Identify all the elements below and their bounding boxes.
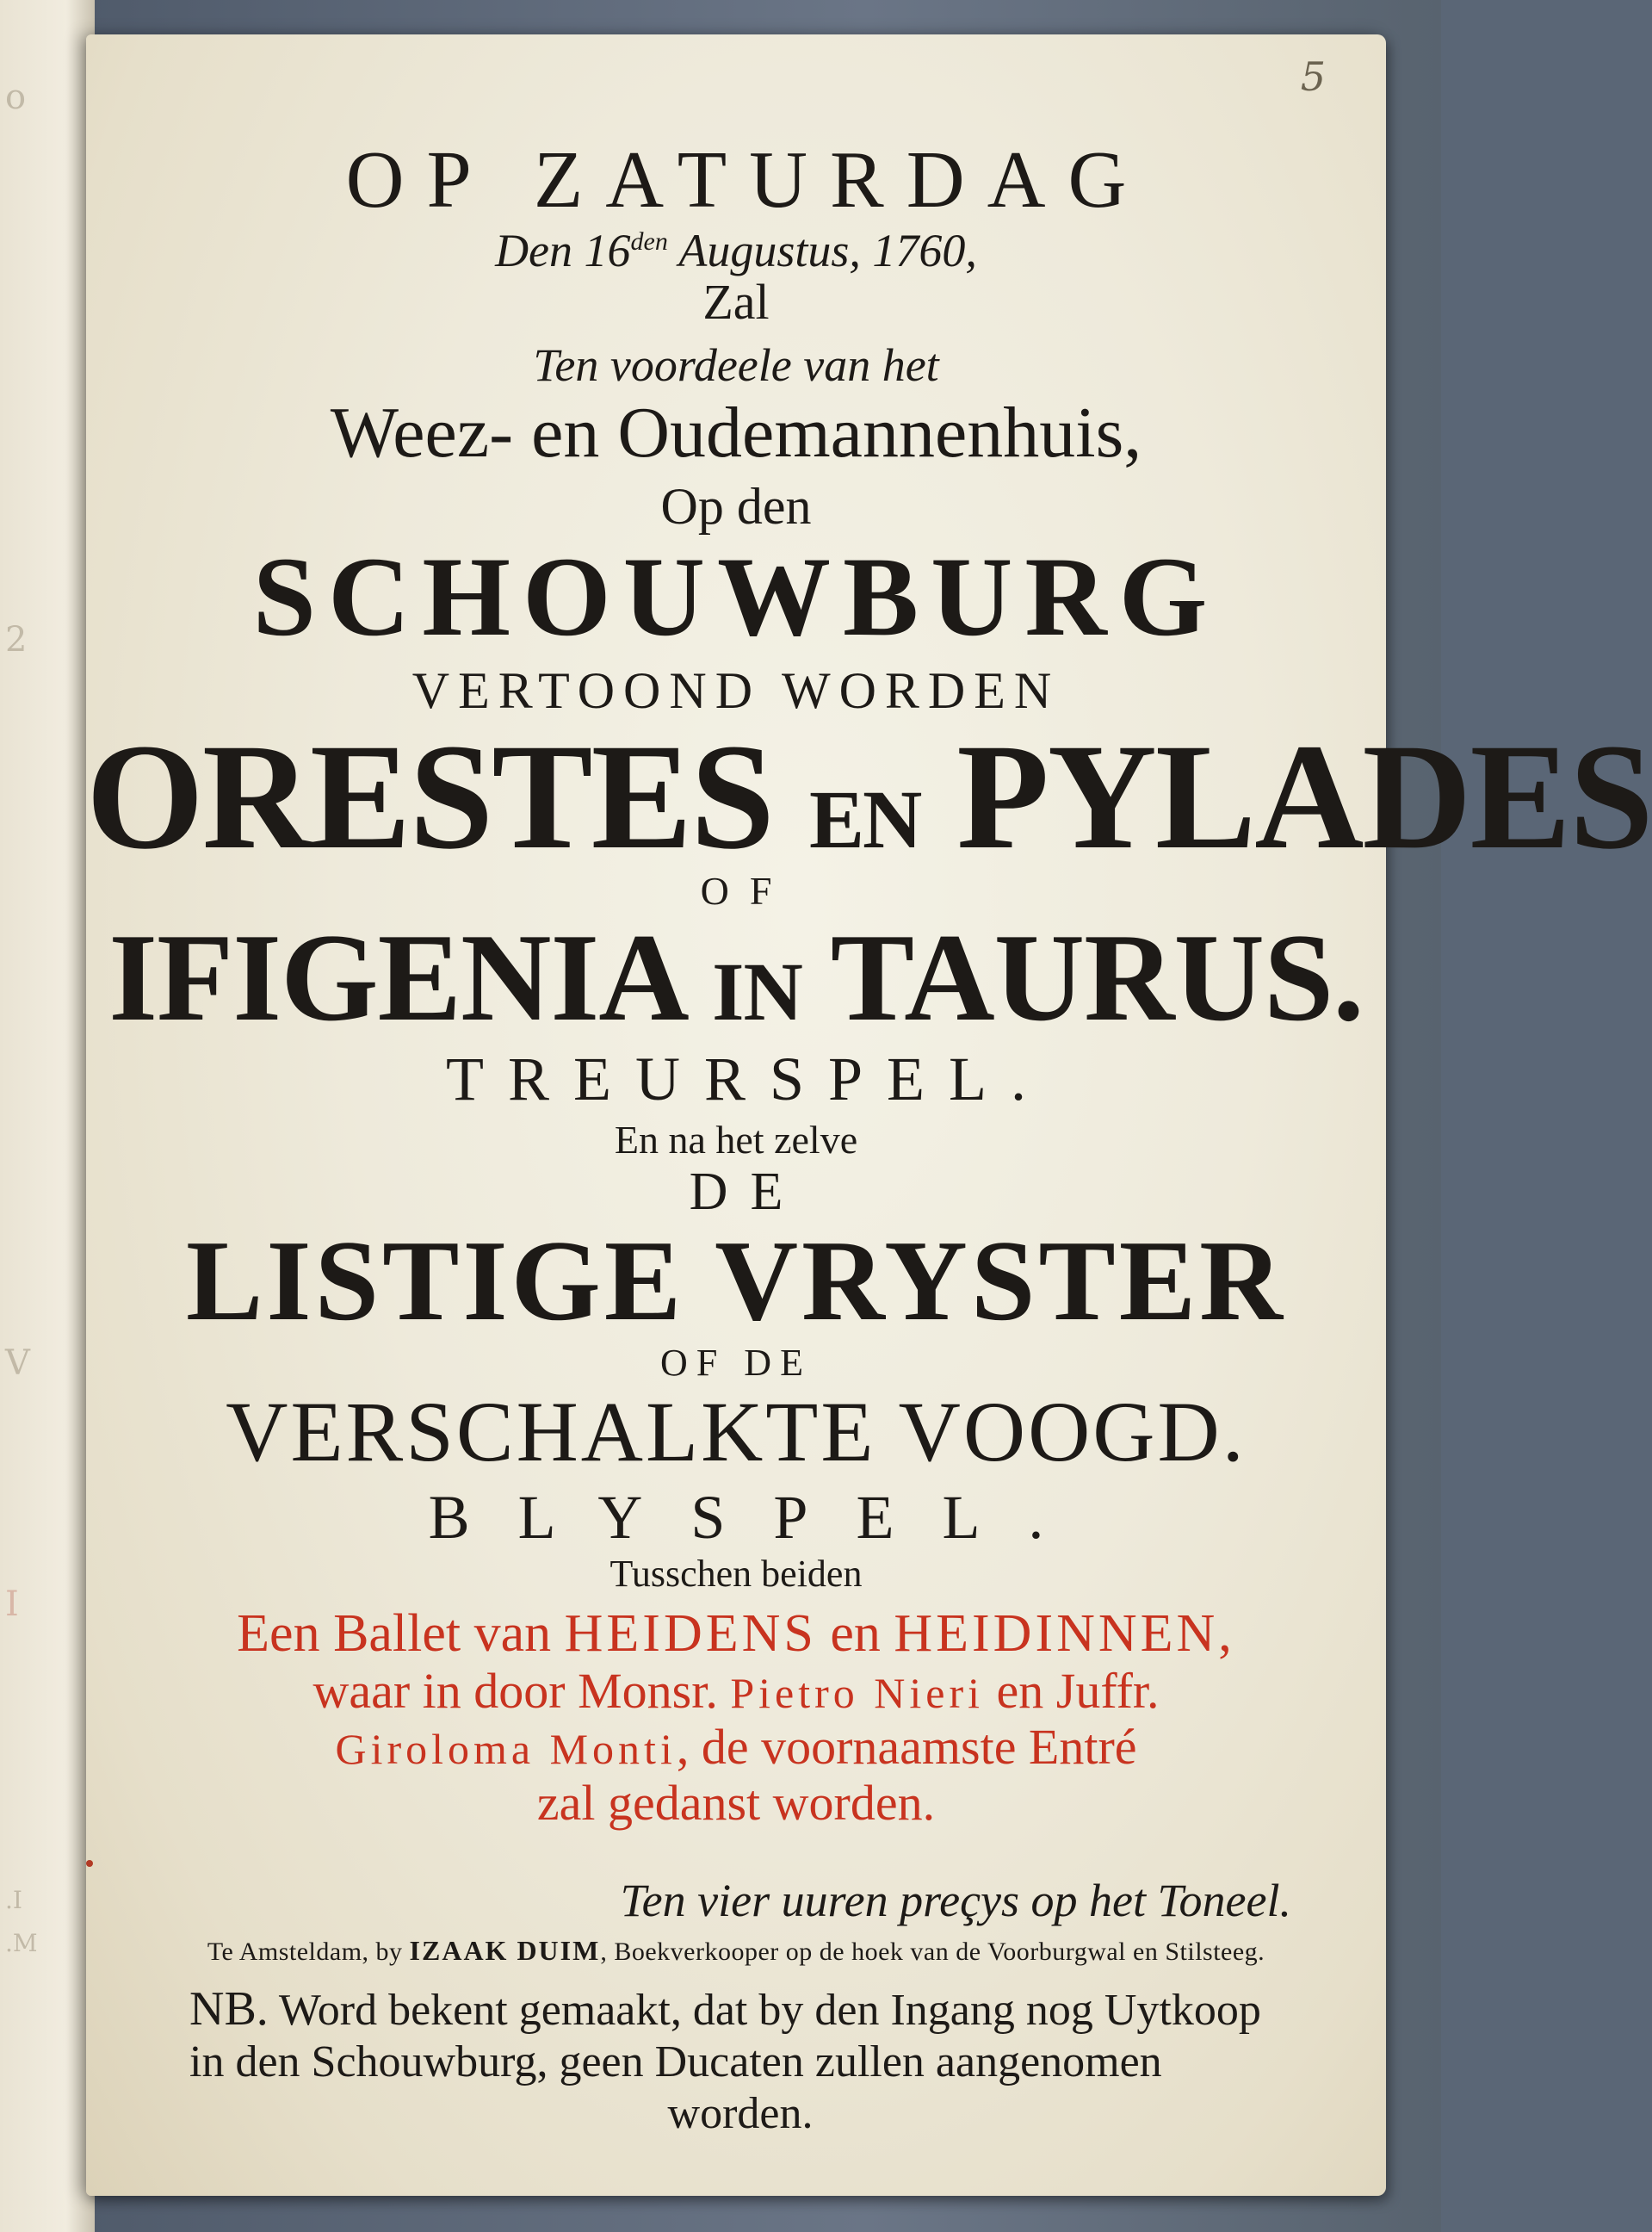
printer-name: IZAAK DUIM — [409, 1935, 601, 1967]
venue-title: SCHOUWBURG — [252, 533, 1220, 660]
date-line — [86, 226, 1386, 276]
playbill-sheet — [86, 34, 1652, 2196]
date-rest: Augustus, 1760, — [678, 224, 977, 276]
ballet-line-1 — [86, 1603, 1386, 1663]
ballet-entre: , de voornaamste Entré — [676, 1718, 1137, 1775]
nb-end: worden. — [667, 2089, 814, 2138]
ghost-glyph: o — [5, 78, 27, 117]
printer-address: , Boekverkooper op de hoek van de Voorburgwal en Stilsteeg. — [600, 1938, 1265, 1967]
performed-line: VERTOOND WORDEN — [411, 661, 1061, 719]
ghost-glyph: .I — [5, 1886, 22, 1914]
play2-alt-title: VERSCHALKTE VOOGD. — [226, 1383, 1247, 1479]
play1-title — [86, 712, 1652, 881]
playbill-text — [86, 135, 1652, 2140]
after-line: En na het zelve — [614, 1117, 858, 1162]
ballet-heidinnen: HEIDINNEN, — [894, 1603, 1235, 1663]
dancer-giroloma-monti: Giroloma Monti — [335, 1724, 677, 1773]
ballet-en: en — [830, 1603, 881, 1663]
on-the-line: Op den — [660, 478, 812, 536]
ghost-glyph: V — [5, 1343, 30, 1383]
benefit-intro: Ten voordeele van het — [533, 339, 939, 392]
printer-location: Te Amsteldam, by — [207, 1938, 403, 1967]
ballet-juffr: en Juffr. — [996, 1662, 1160, 1719]
underlying-page-edge — [0, 0, 95, 2232]
play1-alt-title-conj: IN — [712, 945, 802, 1038]
nb-notice — [86, 1981, 1386, 2140]
play1-alt-title-a: IFIGENIA — [108, 907, 682, 1047]
play1-title-b: PYLADES — [956, 712, 1652, 881]
ballet-waar: waar in door Monsr. — [312, 1662, 718, 1719]
play1-title-a: ORESTES — [86, 712, 773, 881]
or-line-1: OF — [700, 868, 793, 913]
ghost-glyph: 2 — [5, 620, 28, 660]
zal-line: Zal — [702, 274, 770, 331]
ballet-text: Een Ballet van — [237, 1603, 552, 1663]
nb-text: Word bekent gemaakt, dat by den Ingang nog Uytkoop in den Schouwburg, geen Ducaten zullen aangenomen — [189, 1985, 1261, 2087]
play1-title-conj: EN — [808, 772, 921, 865]
genre-comedy: BLYSPEL. — [428, 1482, 1092, 1552]
play1-alt-title-b: TAURUS. — [830, 907, 1364, 1047]
printer-line — [86, 1937, 1386, 1966]
institution-name: Weez- en Oudemannenhuis, — [330, 392, 1142, 473]
play1-alt-title — [86, 907, 1386, 1047]
red-ink-speck — [86, 1860, 93, 1867]
de-line: DE — [689, 1162, 806, 1222]
dancer-pietro-nieri: Pietro Nieri — [730, 1668, 985, 1717]
nb-tag: NB. — [189, 1981, 269, 2036]
ghost-glyph: I — [5, 1584, 19, 1624]
between-line: Tusschen beiden — [609, 1552, 863, 1595]
date-sup: den — [630, 226, 668, 256]
heading-day: OP ZATURDAG — [345, 135, 1149, 225]
ballet-line-4: zal gedanst worden. — [536, 1774, 936, 1831]
ballet-notice — [86, 1603, 1386, 1831]
ballet-heidens: HEIDENS — [564, 1603, 817, 1663]
time-note: Ten vier uuren preçys op het Toneel. — [620, 1874, 1291, 1926]
date-prefix: Den 16 — [495, 224, 631, 276]
play2-title: LISTIGE VRYSTER — [186, 1217, 1286, 1345]
or-de-line: OF DE — [660, 1341, 812, 1384]
ballet-line-2 — [86, 1662, 1386, 1719]
ballet-line-3 — [86, 1718, 1386, 1775]
page-number: 5 — [1300, 53, 1326, 100]
ghost-glyph: .M — [5, 1929, 38, 1957]
genre-tragedy: TREURSPEL. — [445, 1045, 1051, 1114]
